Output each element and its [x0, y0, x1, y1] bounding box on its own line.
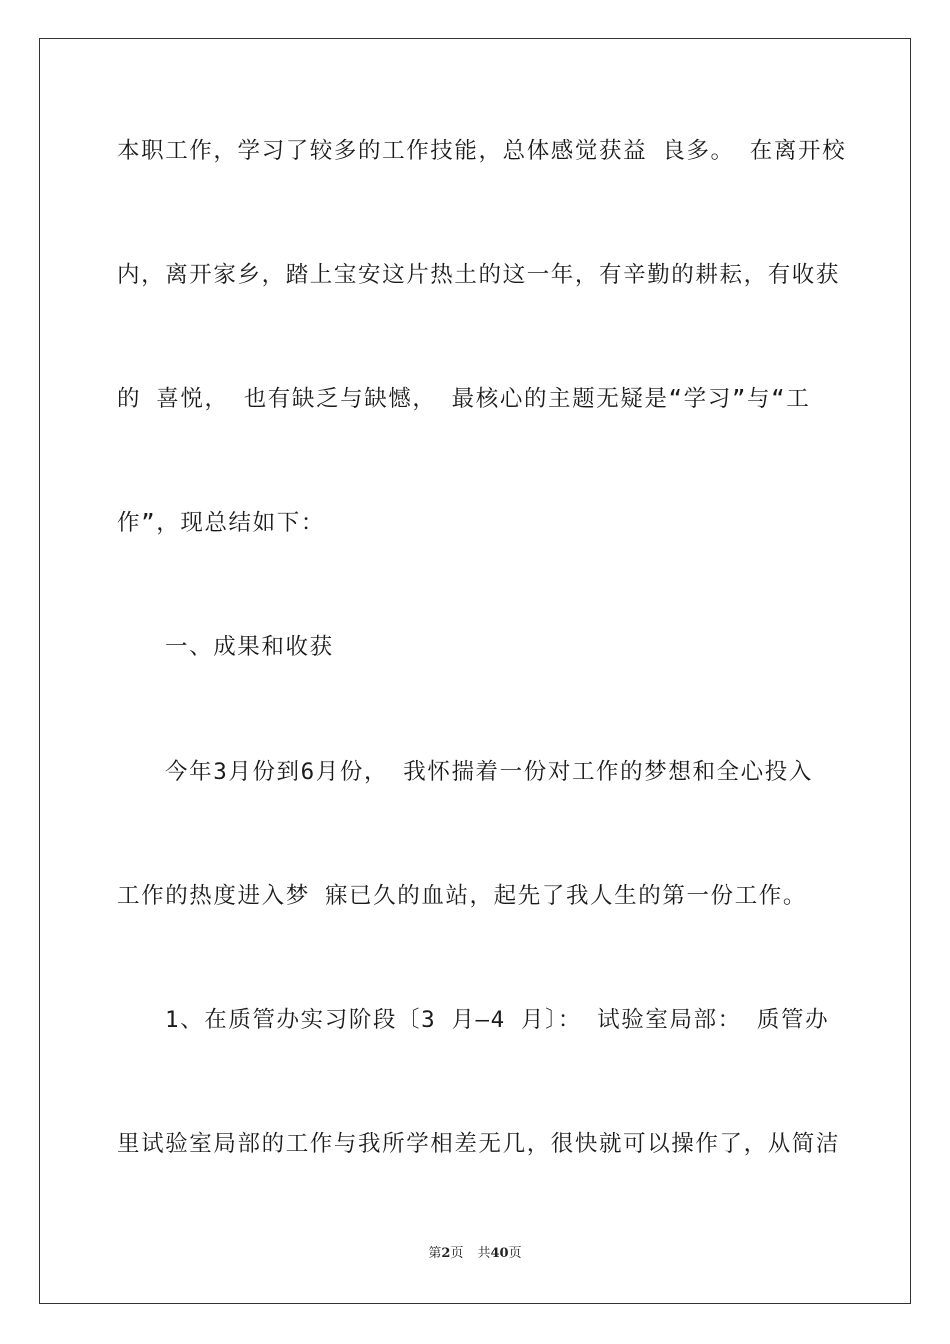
section-heading: 一、成果和收获: [165, 634, 334, 660]
page-footer: [0, 1245, 950, 1263]
body-line-8: 1、在质管办实习阶段〔3 月—4 月〕： 试验室局部： 质管办: [165, 1007, 830, 1033]
total-pages: 40: [490, 1246, 509, 1261]
page-suffix: 页: [450, 1246, 464, 1261]
page-border: [39, 38, 911, 1304]
body-line-1: 本职工作，学习了较多的工作技能，总体感觉获益 良多。 在离开校: [117, 138, 847, 164]
body-line-6: 今年3月份到6月份， 我怀揣着一份对工作的梦想和全心投入: [165, 759, 813, 785]
total-prefix: 共: [477, 1246, 491, 1261]
body-line-3: 的 喜悦， 也有缺乏与缺憾， 最核心的主题无疑是“学习”与“工: [117, 386, 811, 412]
page-prefix: 第: [428, 1246, 442, 1261]
body-line-7: 工作的热度进入梦 寐已久的血站，起先了我人生的第一份工作。: [117, 883, 807, 909]
page-number: 2: [441, 1246, 451, 1261]
body-line-2: 内，离开家乡，踏上宝安这片热土的这一年，有辛勤的耕耘，有收获: [117, 262, 841, 288]
total-suffix: 页: [508, 1246, 522, 1261]
body-line-4: 作”，现总结如下：: [117, 510, 325, 536]
body-line-9: 里试验室局部的工作与我所学相差无几，很快就可以操作了，从简洁: [117, 1131, 841, 1157]
